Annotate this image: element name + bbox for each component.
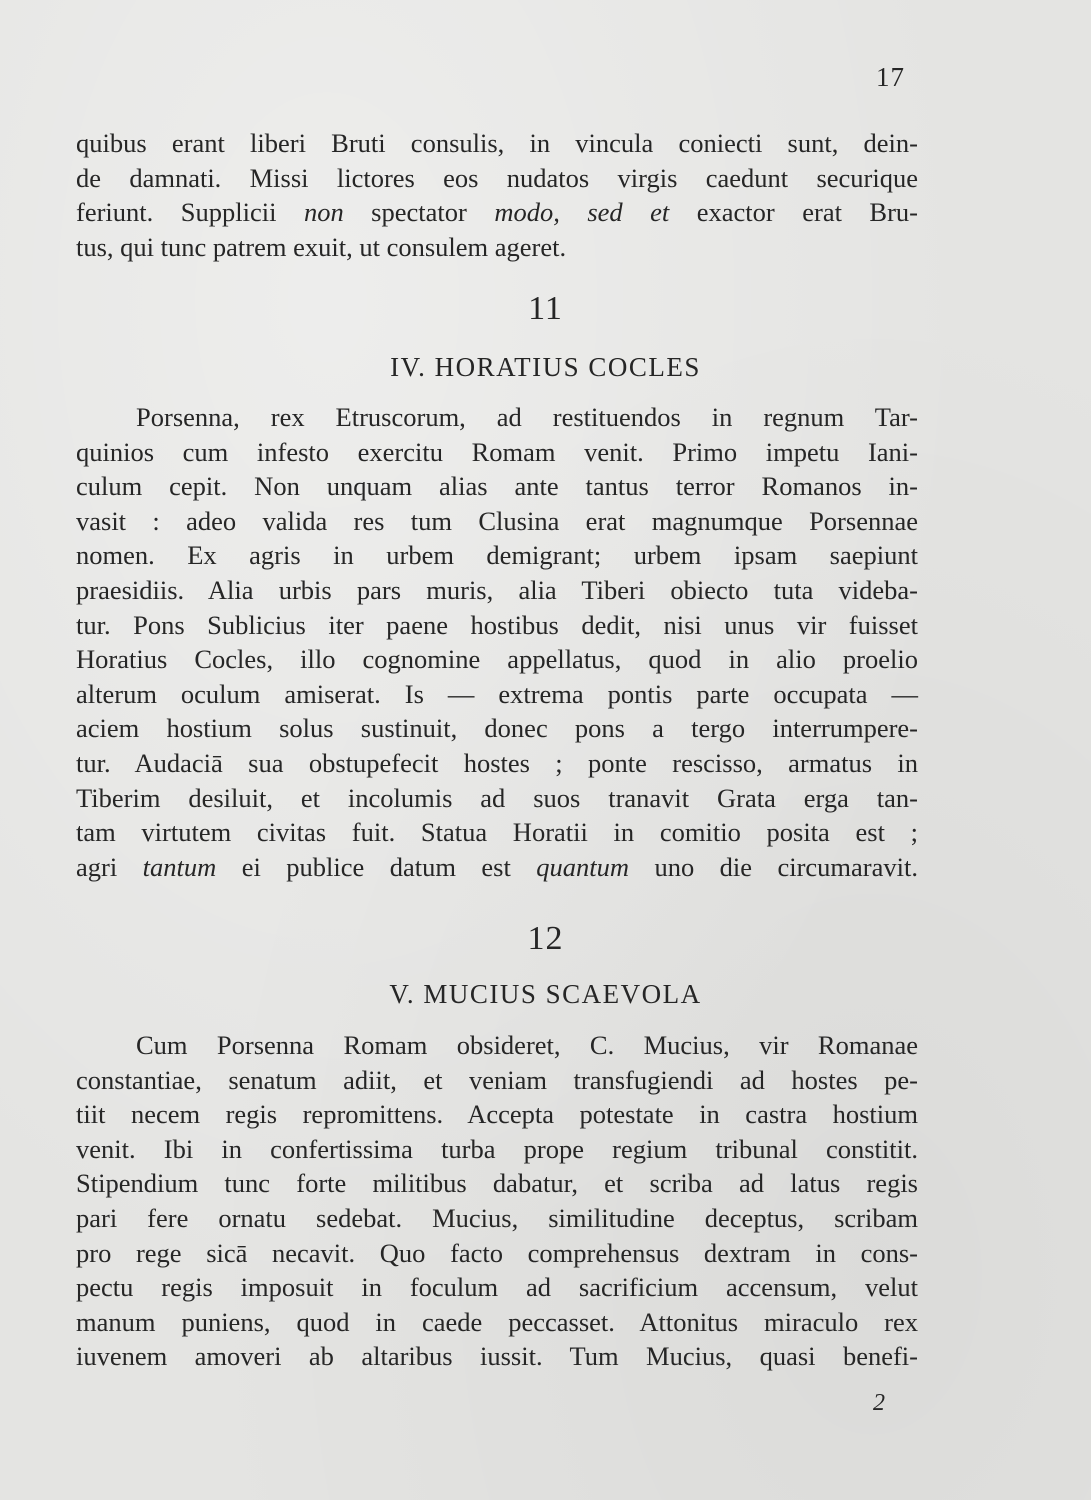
- italic-word: modo,: [494, 197, 560, 228]
- section-title: V. MUCIUS SCAEVOLA: [389, 979, 702, 1009]
- text-line: agri tantum ei publice datum est quantum uno die circumaravit.: [76, 851, 918, 882]
- italic-word: tantum: [142, 851, 217, 882]
- italic-word: quantum: [536, 851, 630, 882]
- italic-word: et: [650, 197, 670, 228]
- text-line: alterum oculum amiserat. Is — extrema pontis parte occupata —: [76, 678, 918, 709]
- text-line: quinios cum infesto exercitu Romam venit. Primo impetu Iani-: [76, 436, 918, 467]
- text-line: Stipendium tunc forte militibus dabatur, et scriba ad latus regis: [76, 1168, 918, 1199]
- text-line: tus, qui tunc patrem exuit, ut consulem ageret.: [76, 231, 567, 262]
- text-line: quibus erant liberi Bruti consulis, in vincula coniecti sunt, dein-: [76, 128, 918, 158]
- text-line: nomen. Ex agris in urbem demigrant; urbem ipsam saepiunt: [76, 540, 918, 571]
- section-number: 11: [528, 290, 563, 327]
- section-11-paragraph: [76, 400, 918, 884]
- text-line: vasit : adeo valida res tum Clusina erat magnumque Porsennae: [76, 505, 918, 536]
- text-line: pectu regis imposuit in foculum ad sacrificium accensum, velut: [76, 1272, 918, 1303]
- text-line: de damnati. Missi lictores eos nudatos virgis caedunt securique: [76, 162, 918, 193]
- text-line: feriunt. Supplicii non spectator modo, sed et exactor erat Bru-: [76, 197, 919, 228]
- text-line: manum puniens, quod in caede peccasset. Attonitus miraculo rex: [76, 1306, 918, 1337]
- text-line: tur. Audaciā sua obstupefecit hostes ; ponte rescisso, armatus in: [76, 747, 918, 778]
- italic-word: non: [303, 197, 344, 228]
- section-12-paragraph: [76, 1028, 918, 1374]
- text-line: praesidiis. Alia urbis pars muris, alia Tiberi obiecto tuta videba-: [76, 574, 918, 605]
- text-line: aciem hostium solus sustinuit, donec pons a tergo interrumpere-: [76, 713, 918, 744]
- section-number: 12: [527, 920, 564, 957]
- text-line: constantiae, senatum adiit, et veniam transfugiendi ad hostes pe-: [76, 1064, 918, 1095]
- text-line: venit. Ibi in confertissima turba prope regium tribunal constitit.: [76, 1133, 918, 1164]
- text-line: iuvenem amoveri ab altaribus iussit. Tum Mucius, quasi benefi-: [76, 1341, 918, 1372]
- text-line: Horatius Cocles, illo cognomine appellatus, quod in alio proelio: [76, 644, 918, 675]
- text-line: pari fere ornatu sedebat. Mucius, similitudine deceptus, scribam: [76, 1202, 918, 1233]
- text-line: tur. Pons Sublicius iter paene hostibus dedit, nisi unus vir fuisset: [76, 609, 918, 640]
- text-line: Tiberim desiluit, et incolumis ad suos tranavit Grata erga tan-: [76, 782, 918, 813]
- text-line: tam virtutem civitas fuit. Statua Horatii in comitio posita est ;: [76, 817, 918, 848]
- section-title: IV. HORATIUS COCLES: [390, 352, 701, 382]
- page-number: 17: [876, 62, 905, 92]
- text-line: Porsenna, rex Etruscorum, ad restituendos in regnum Tar-: [136, 402, 918, 432]
- intro-paragraph: [76, 126, 918, 264]
- italic-word: sed: [587, 197, 623, 228]
- signature-mark: 2: [873, 1390, 885, 1416]
- text-line: culum cepit. Non unquam alias ante tantus terror Romanos in-: [76, 471, 918, 502]
- text-line: tiit necem regis repromittens. Accepta potestate in castra hostium: [76, 1099, 918, 1130]
- text-line: pro rege sicā necavit. Quo facto comprehensus dextram in cons-: [76, 1237, 918, 1268]
- text-line: Cum Porsenna Romam obsideret, C. Mucius, vir Romanae: [136, 1030, 918, 1060]
